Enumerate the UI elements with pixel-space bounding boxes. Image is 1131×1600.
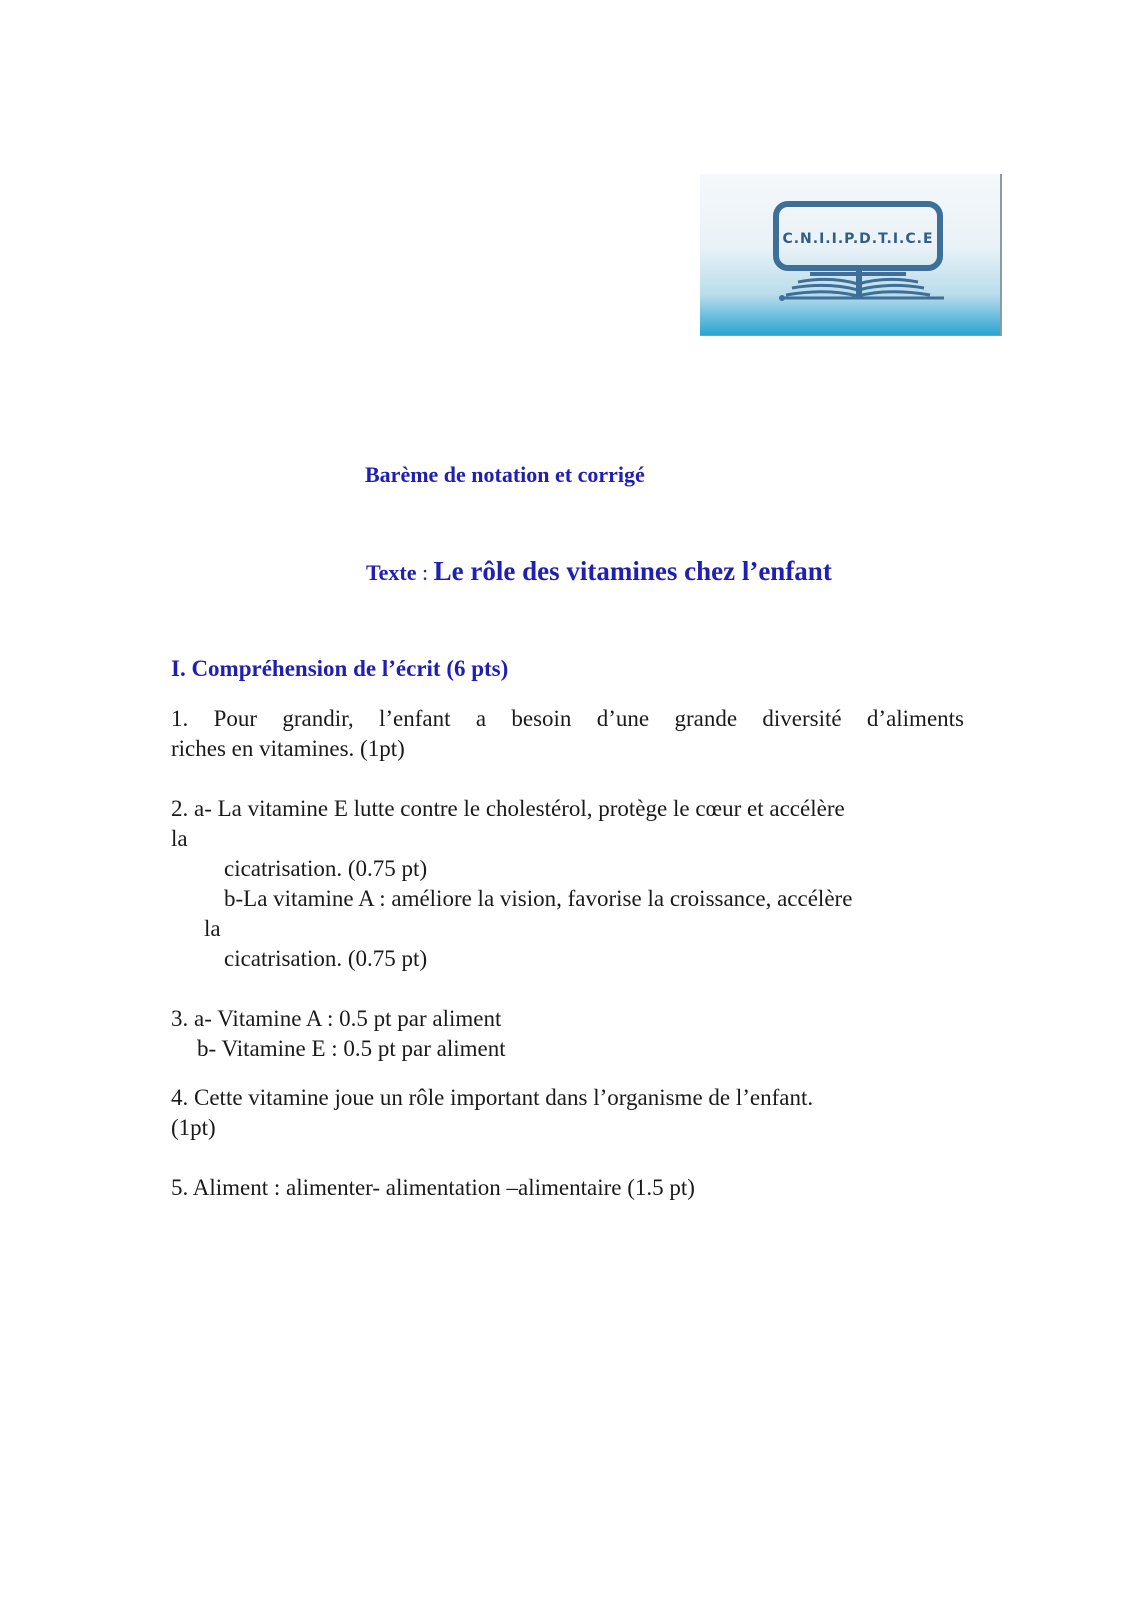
answer-1-line-1: 1. Pour grandir, l’enfant a besoin d’une grande diversité d’aliments xyxy=(171,706,964,731)
answer-2a-line-2: la xyxy=(171,826,188,851)
section-heading: I. Compréhension de l’écrit (6 pts) xyxy=(171,656,509,681)
answer-2b-line-3: cicatrisation. (0.75 pt) xyxy=(224,946,428,971)
cniipdtice-logo xyxy=(700,174,1002,336)
answer-1-line-2: riches en vitamines. (1pt) xyxy=(171,736,405,761)
answer-2a-line-1: 2. a- La vitamine E lutte contre le cholestérol, protège le cœur et accélère xyxy=(171,796,845,821)
document-title: Barème de notation et corrigé xyxy=(365,462,645,487)
text-separator: : xyxy=(416,560,434,585)
answer-3b: b- Vitamine E : 0.5 pt par aliment xyxy=(197,1036,506,1061)
answer-3a: 3. a- Vitamine A : 0.5 pt par aliment xyxy=(171,1006,502,1031)
logo-text: C.N.I.I.P.D.T.I.C.E xyxy=(782,231,934,247)
answer-4-line-1: 4. Cette vitamine joue un rôle important dans l’organisme de l’enfant. xyxy=(171,1085,814,1110)
answer-2b-line-1: b-La vitamine A : améliore la vision, favorise la croissance, accélère xyxy=(224,886,853,911)
text-subtitle: Le rôle des vitamines chez l’enfant xyxy=(433,556,832,586)
answer-2a-line-3: cicatrisation. (0.75 pt) xyxy=(224,856,428,881)
answer-4-line-2: (1pt) xyxy=(171,1115,216,1140)
text-title xyxy=(366,556,832,587)
answer-2b-line-2: la xyxy=(204,916,221,941)
logo-graphic xyxy=(700,174,1000,334)
answer-5: 5. Aliment : alimenter- alimentation –alimentaire (1.5 pt) xyxy=(171,1175,695,1200)
text-label: Texte xyxy=(366,560,417,585)
